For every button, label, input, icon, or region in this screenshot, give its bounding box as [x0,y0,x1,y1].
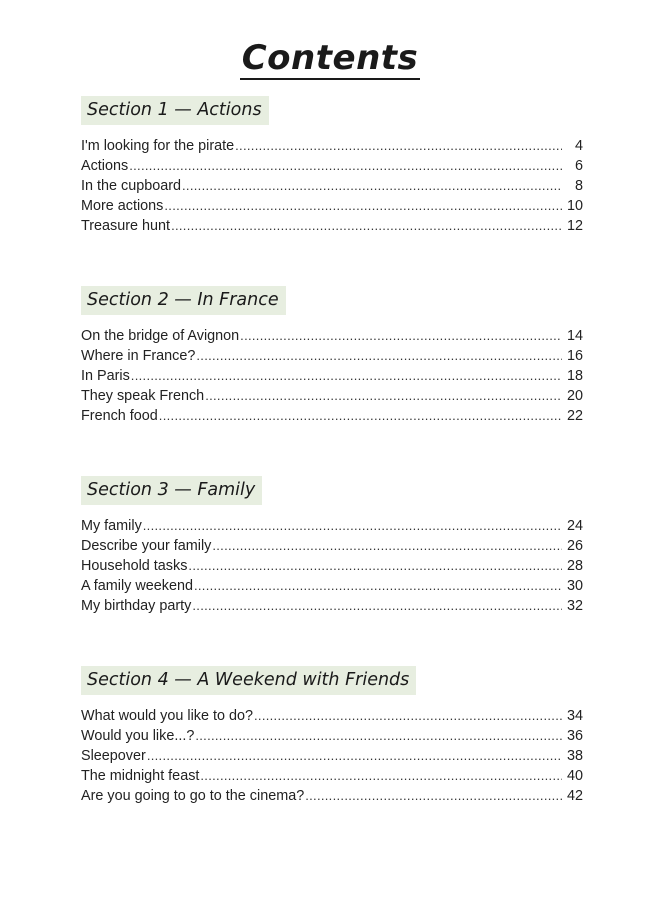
toc-entry-title: Household tasks [81,558,188,574]
toc-entry-title: Treasure hunt [81,218,171,234]
section-in-france [81,286,583,426]
dot-leader [147,746,562,766]
dot-leader [143,516,562,536]
toc-entry[interactable] [81,786,583,806]
toc-entry-page: 24 [566,518,583,534]
dot-leader [192,596,562,616]
toc-entry-title: They speak French [81,388,205,404]
toc-entry[interactable] [81,766,583,786]
toc-entry-page: 42 [566,788,583,804]
toc-entry-title: My family [81,518,142,534]
toc-entry-title: In the cupboard [81,178,182,194]
dot-leader [182,176,562,196]
dot-leader [159,406,562,426]
dot-leader [195,726,562,746]
toc-entry[interactable] [81,576,583,596]
toc-entry-title: Sleepover [81,748,146,764]
dot-leader [212,536,562,556]
page-title-text: Contents [241,38,419,78]
toc-entry-title: In Paris [81,368,130,384]
toc-entry-page: 20 [566,388,583,404]
dot-leader [171,216,562,236]
dot-leader [205,386,562,406]
toc-entry-page: 16 [566,348,583,364]
section-heading: Section 2 — In France [81,286,286,315]
toc-entry-title: The midnight feast [81,768,200,784]
toc-entry[interactable] [81,176,583,196]
toc-entry-page: 26 [566,538,583,554]
toc-entry-page: 32 [566,598,583,614]
toc-entry[interactable] [81,556,583,576]
toc-entry-page: 30 [566,578,583,594]
toc-entry-page: 12 [566,218,583,234]
dot-leader [131,366,562,386]
toc-entry[interactable] [81,706,583,726]
toc-entry[interactable] [81,196,583,216]
toc-entry[interactable] [81,346,583,366]
toc-entry-page: 14 [566,328,583,344]
dot-leader [240,326,562,346]
toc-list [81,136,583,236]
toc-entry-title: Where in France? [81,348,196,364]
page-title [0,36,660,80]
toc-entry-title: French food [81,408,158,424]
dot-leader [235,136,562,156]
section-weekend-with-friends [81,666,583,806]
toc-entry-title: Would you like...? [81,728,195,744]
dot-leader [188,556,562,576]
section-family [81,476,583,616]
dot-leader [194,576,562,596]
dot-leader [254,706,562,726]
toc-list [81,706,583,806]
toc-entry[interactable] [81,596,583,616]
section-heading: Section 3 — Family [81,476,262,505]
toc-entry[interactable] [81,386,583,406]
toc-entry-page: 4 [574,138,583,154]
toc-list [81,516,583,616]
dot-leader [305,786,562,806]
toc-entry-page: 6 [574,158,583,174]
dot-leader [129,156,562,176]
toc-list [81,326,583,426]
toc-entry-title: Are you going to go to the cinema? [81,788,305,804]
dot-leader [200,766,562,786]
toc-entry-page: 28 [566,558,583,574]
toc-entry-page: 40 [566,768,583,784]
toc-entry-page: 36 [566,728,583,744]
section-actions [81,96,583,236]
toc-entry-title: I'm looking for the pirate [81,138,235,154]
section-heading: Section 1 — Actions [81,96,269,125]
toc-entry-title: On the bridge of Avignon [81,328,240,344]
toc-entry[interactable] [81,746,583,766]
toc-entry[interactable] [81,536,583,556]
toc-entry-page: 8 [574,178,583,194]
section-heading: Section 4 — A Weekend with Friends [81,666,416,695]
toc-entry-title: Describe your family [81,538,212,554]
toc-entry-page: 18 [566,368,583,384]
toc-entry[interactable] [81,136,583,156]
toc-entry-title: My birthday party [81,598,192,614]
toc-entry-title: A family weekend [81,578,193,594]
toc-entry-page: 22 [566,408,583,424]
toc-entry-title: More actions [81,198,164,214]
toc-entry[interactable] [81,366,583,386]
toc-entry-title: What would you like to do? [81,708,253,724]
toc-entry-page: 38 [566,748,583,764]
toc-entry-page: 10 [566,198,583,214]
toc-entry[interactable] [81,326,583,346]
dot-leader [196,346,562,366]
toc-entry[interactable] [81,216,583,236]
toc-entry-page: 34 [566,708,583,724]
toc-entry[interactable] [81,516,583,536]
toc-entry[interactable] [81,726,583,746]
toc-entry-title: Actions [81,158,129,174]
toc-entry[interactable] [81,156,583,176]
toc-entry[interactable] [81,406,583,426]
dot-leader [164,196,562,216]
